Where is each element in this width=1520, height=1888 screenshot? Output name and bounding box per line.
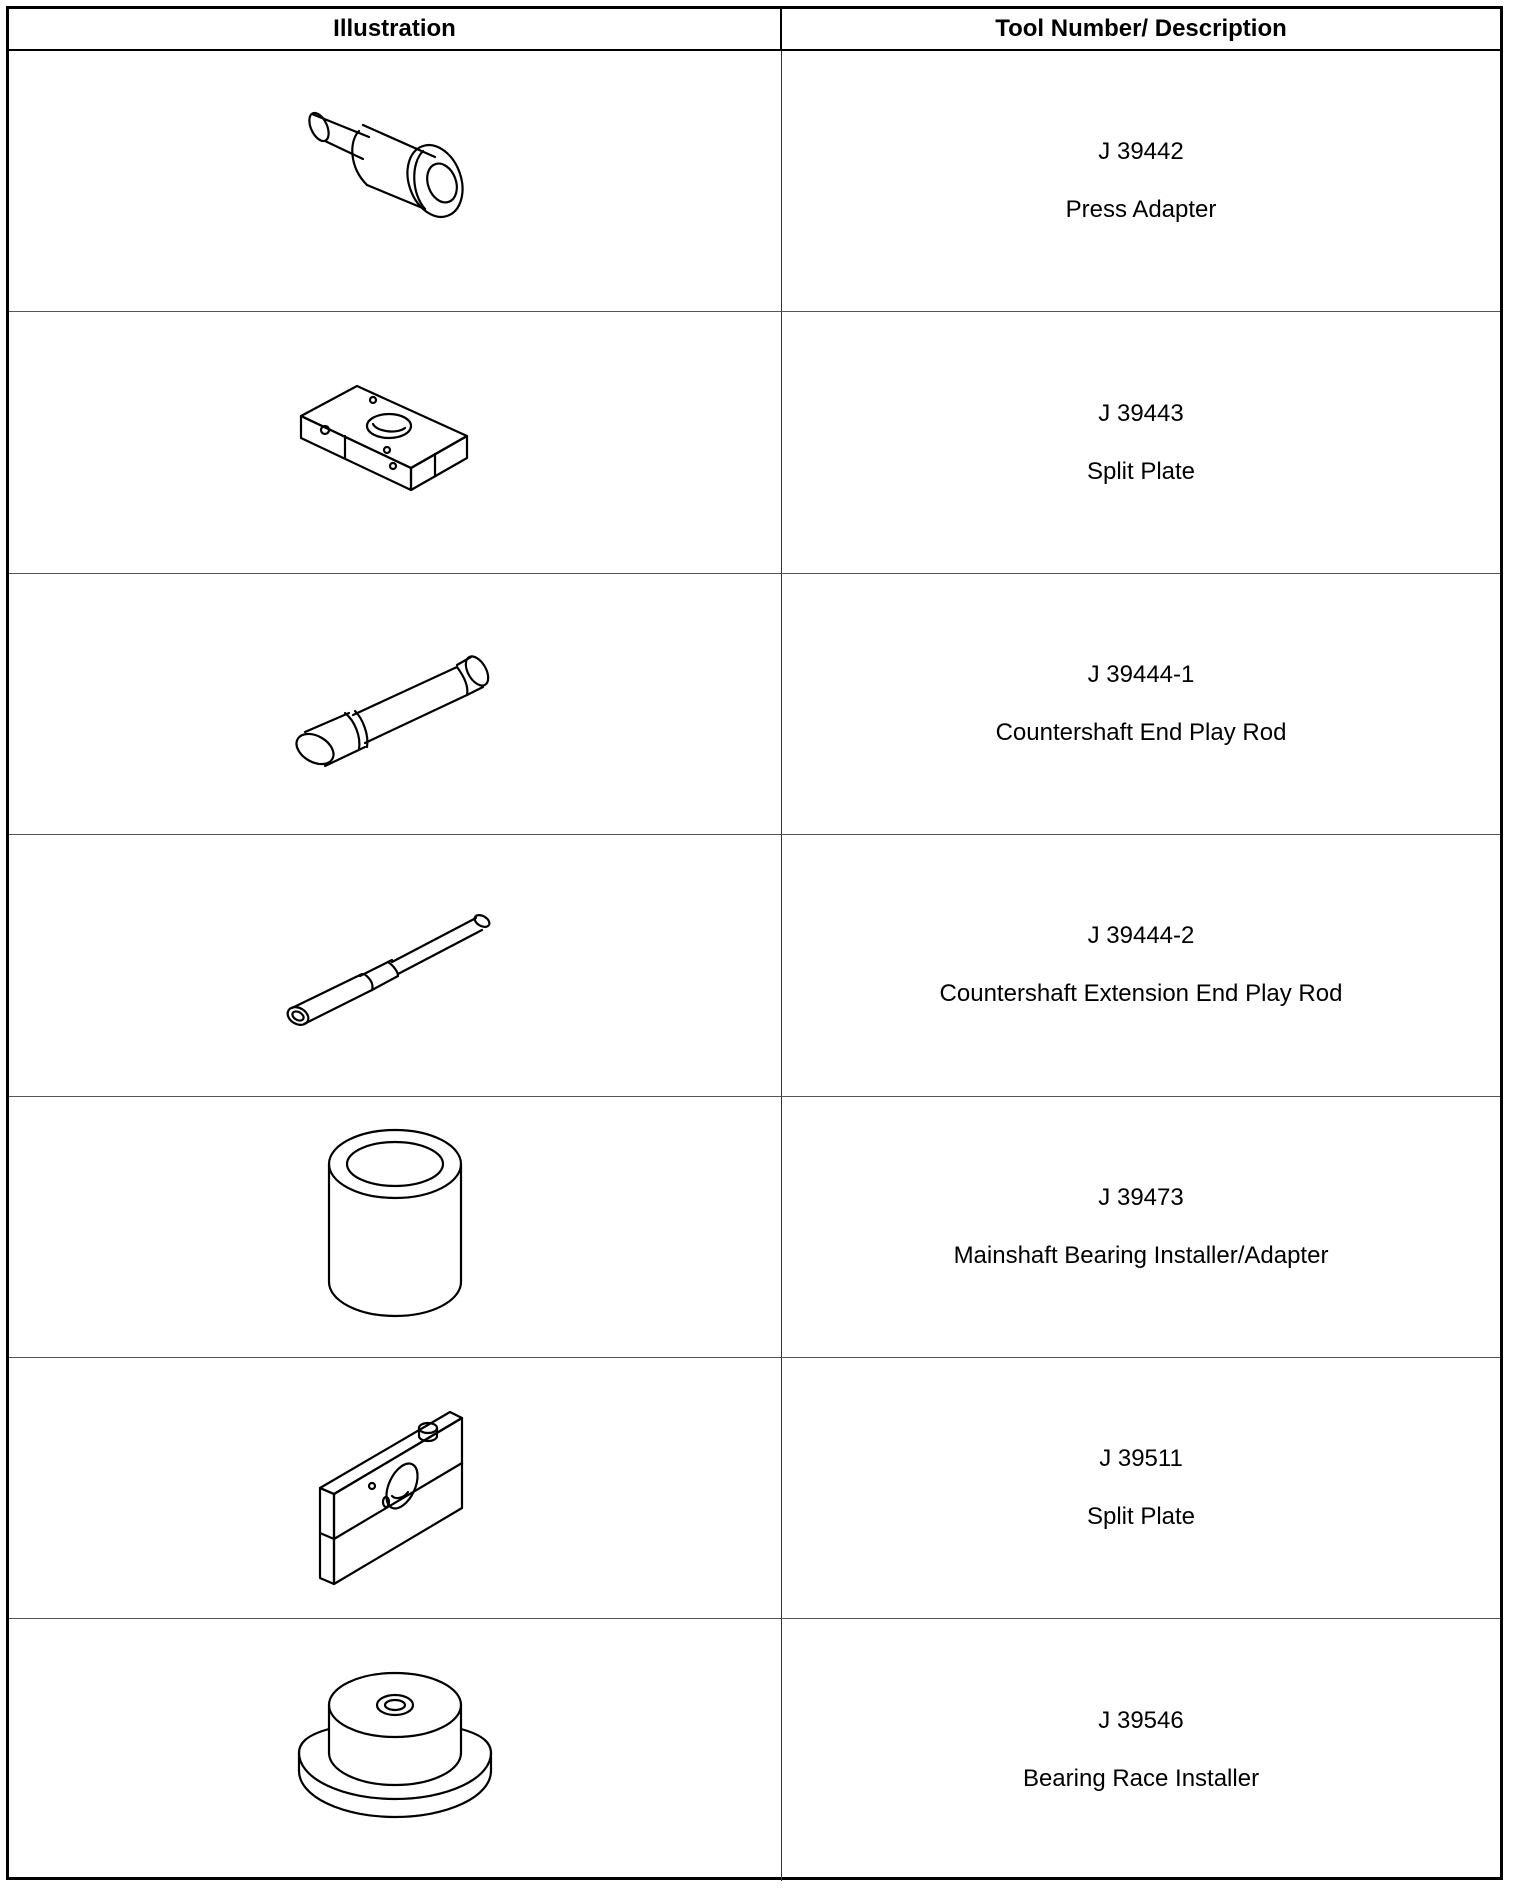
extension-rod-icon [280, 890, 510, 1040]
illustration-cell [9, 1097, 782, 1357]
tool-description: Split Plate [1086, 1503, 1196, 1531]
tool-description: Bearing Race Installer [1022, 1765, 1260, 1793]
split-plate-vertical-icon [300, 1388, 490, 1588]
split-plate-icon [285, 368, 505, 518]
illustration-cell [9, 1358, 782, 1618]
tool-description: Countershaft Extension End Play Rod [939, 980, 1343, 1008]
tool-number: J 39473 [1098, 1183, 1184, 1211]
illustration-header: Illustration [9, 9, 782, 49]
table-row [9, 574, 1500, 835]
tool-description: Mainshaft Bearing Installer/Adapter [953, 1241, 1329, 1269]
tool-number: J 39546 [1098, 1707, 1184, 1735]
tool-info-cell [782, 1358, 1500, 1618]
table-row [9, 51, 1500, 312]
tool-info-cell [782, 312, 1500, 572]
race-installer-icon [295, 1665, 495, 1835]
illustration-cell [9, 1619, 782, 1880]
bearing-installer-icon [315, 1122, 475, 1332]
tool-number: J 39444-2 [1087, 922, 1195, 950]
tool-info-cell [782, 574, 1500, 834]
tool-description: Split Plate [1086, 457, 1196, 485]
tool-number: J 39444-1 [1087, 660, 1195, 688]
illustration-cell [9, 574, 782, 834]
illustration-cell [9, 312, 782, 572]
table-header [9, 9, 1500, 51]
tool-description: Countershaft End Play Rod [995, 718, 1287, 746]
end-play-rod-icon [285, 629, 505, 779]
press-adapter-icon [285, 101, 505, 261]
table-row [9, 312, 1500, 573]
tool-description: Press Adapter [1065, 196, 1217, 224]
table-row [9, 1619, 1500, 1880]
illustration-cell [9, 51, 782, 311]
tool-number: J 39442 [1098, 138, 1184, 166]
tool-info-cell [782, 1619, 1500, 1880]
tool-number: J 39443 [1098, 399, 1184, 427]
tool-info-cell [782, 835, 1500, 1095]
tool-number: J 39511 [1099, 1445, 1183, 1473]
table-row [9, 1358, 1500, 1619]
table-row [9, 1097, 1500, 1358]
tool-info-cell [782, 1097, 1500, 1357]
tool-table [6, 6, 1503, 1880]
tool-description-header: Tool Number/ Description [995, 15, 1287, 42]
illustration-cell [9, 835, 782, 1095]
tool-info-cell [782, 51, 1500, 311]
table-row [9, 835, 1500, 1096]
